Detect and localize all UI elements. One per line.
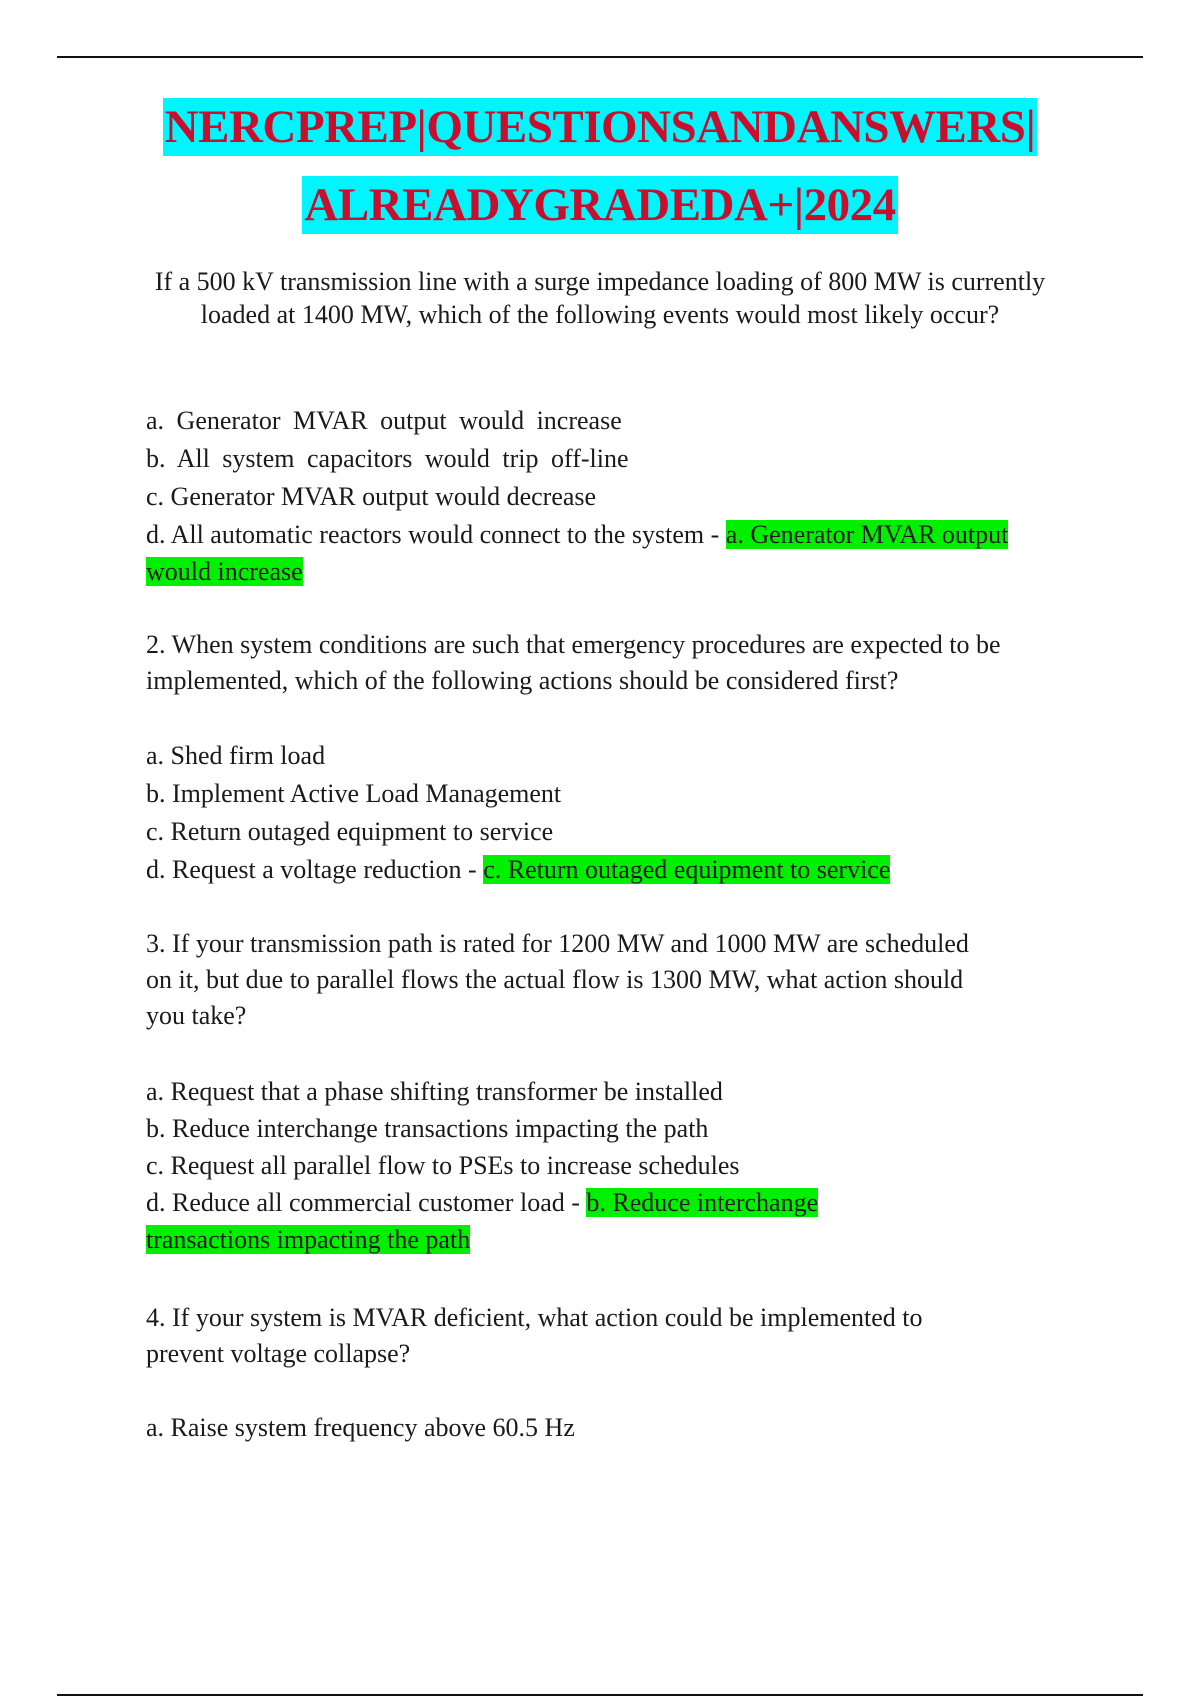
- question-3-line-3: you take?: [146, 1001, 247, 1030]
- question-2-options: [146, 737, 1086, 889]
- q1-option-a: a. Generator MVAR output would increase: [146, 406, 622, 435]
- q3-option-d: d. Reduce all commercial customer load -: [146, 1188, 580, 1217]
- q2-answer-highlight: c. Return outaged equipment to service: [483, 855, 891, 884]
- q2-option-c: c. Return outaged equipment to service: [146, 817, 554, 846]
- q1-option-d: d. All automatic reactors would connect to the system -: [146, 520, 720, 549]
- q1-option-b: b. All system capacitors would trip off-line: [146, 444, 629, 473]
- question-4-options: [146, 1409, 1086, 1447]
- question-3-line-1: 3. If your transmission path is rated for 1200 MW and 1000 MW are scheduled: [146, 929, 969, 958]
- document-title: [0, 98, 1200, 234]
- q1-option-d-row: [146, 516, 1086, 554]
- q4-option-a: a. Raise system frequency above 60.5 Hz: [146, 1413, 575, 1442]
- q2-option-d: d. Request a voltage reduction -: [146, 855, 477, 884]
- q2-option-a: a. Shed firm load: [146, 741, 326, 770]
- q2-option-d-row: [146, 851, 1086, 889]
- question-3-line-2: on it, but due to parallel flows the actual flow is 1300 MW, what action should: [146, 965, 964, 994]
- q1-answer-highlight-cont: would increase: [146, 557, 303, 586]
- question-2-line-2: implemented, which of the following actions should be considered first?: [146, 666, 899, 695]
- q3-option-d-row: [146, 1184, 1086, 1221]
- title-line-1: NERCPREP|QUESTIONSANDANSWERS|: [163, 98, 1038, 156]
- question-1-text: If a 500 kV transmission line with a surge impedance loading of 800 MW is currently loaded at 1400 MW, which of the following events would most likely occur?: [154, 267, 1046, 329]
- question-4-line-2: prevent voltage collapse?: [146, 1339, 411, 1368]
- bottom-rule: [57, 1694, 1143, 1696]
- q3-answer-highlight: b. Reduce interchange: [586, 1188, 819, 1217]
- q1-answer-highlight: a. Generator MVAR output: [725, 520, 1009, 549]
- question-3-options: [146, 1073, 1086, 1258]
- q3-option-b: b. Reduce interchange transactions impacting the path: [146, 1114, 709, 1143]
- question-2-line-1: 2. When system conditions are such that emergency procedures are expected to be: [146, 630, 1001, 659]
- question-4-line-1: 4. If your system is MVAR deficient, what action could be implemented to: [146, 1303, 923, 1332]
- top-rule: [57, 56, 1143, 58]
- title-line-2: ALREADYGRADEDA+|2024: [302, 176, 897, 234]
- question-3: [146, 926, 1086, 1034]
- question-4: [146, 1300, 1086, 1372]
- q3-option-c: c. Request all parallel flow to PSEs to increase schedules: [146, 1151, 740, 1180]
- q3-answer-highlight-cont: transactions impacting the path: [146, 1225, 471, 1254]
- question-1-options: [146, 402, 1086, 590]
- q1-option-c: c. Generator MVAR output would decrease: [146, 482, 597, 511]
- q2-option-b: b. Implement Active Load Management: [146, 779, 562, 808]
- q3-option-a: a. Request that a phase shifting transformer be installed: [146, 1077, 723, 1106]
- question-2: [146, 627, 1086, 699]
